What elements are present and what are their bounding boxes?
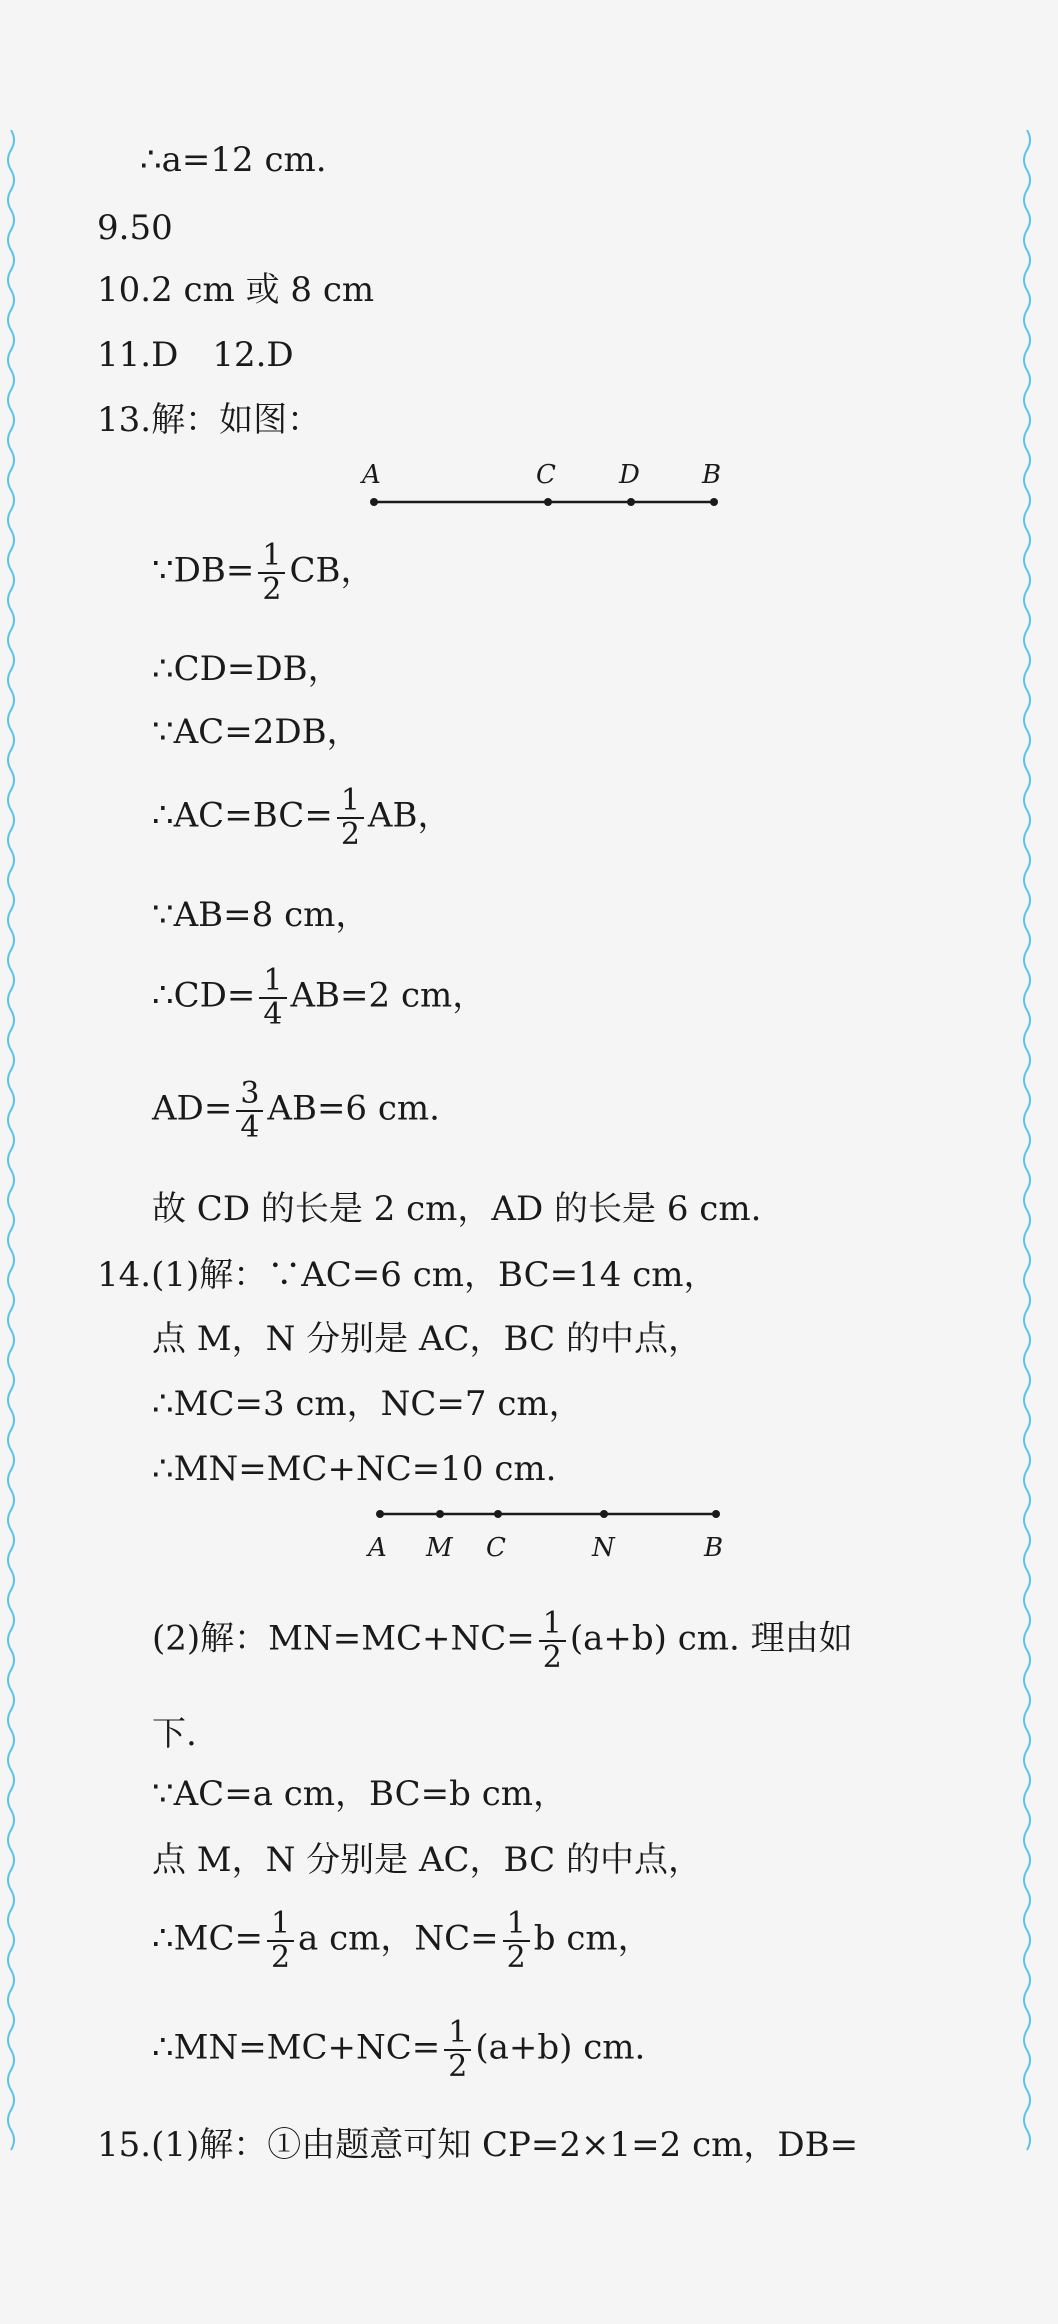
answer-9: 9.50 (97, 208, 173, 248)
step-mc-nc: ∴MC=3 cm，NC=7 cm， (152, 1384, 583, 1424)
point-m-dot (436, 1510, 444, 1518)
answer-10: 10.2 cm 或 8 cm (97, 270, 375, 310)
left-wavy-border (4, 130, 18, 2160)
step-mc-half-a: ∴MC= $\frac{1}{2}$ a cm，NC= $\frac{1}{2}$ b cm， (152, 1906, 652, 1975)
fraction-three-quarters: $\frac{3}{4}$ (236, 1078, 263, 1143)
point-b-dot (710, 498, 718, 506)
fraction-quarter: $\frac{1}{4}$ (259, 965, 286, 1030)
point-c-label: C (536, 460, 556, 490)
point-b-label: B (704, 1533, 724, 1563)
point-n-label: N (592, 1533, 615, 1563)
step-ab-8: ∵AB=8 cm， (152, 895, 370, 935)
point-a-label: A (368, 1533, 387, 1563)
point-d-label: D (619, 460, 640, 490)
point-a-dot (370, 498, 378, 506)
answer-13-heading: 13.解：如图： (97, 400, 322, 440)
point-c-label: C (486, 1533, 506, 1563)
step-ac-a-bc-b: ∵AC=a cm，BC=b cm， (152, 1774, 568, 1814)
step-midpoints-1: 点 M，N 分别是 AC，BC 的中点， (152, 1319, 702, 1359)
answer-15-part1: 15.(1)解：①由题意可知 CP=2×1=2 cm，DB= (97, 2125, 859, 2165)
point-n-dot (600, 1510, 608, 1518)
point-c-dot (544, 498, 552, 506)
step-ad-three-quarters: AD= $\frac{3}{4}$ AB=6 cm. (152, 1076, 440, 1145)
fraction-half: $\frac{1}{2}$ (267, 1908, 294, 1973)
fraction-half: $\frac{1}{2}$ (337, 785, 364, 850)
step-mn-half-a-b: ∴MN=MC+NC= $\frac{1}{2}$ (a+b) cm. (152, 2015, 646, 2084)
point-b-label: B (702, 460, 722, 490)
step-cd-eq-db: ∴CD=DB， (152, 649, 342, 689)
segment-diagram-1 (340, 455, 740, 515)
right-wavy-border (1020, 130, 1034, 2160)
point-m-label: M (426, 1533, 453, 1563)
point-a-label: A (362, 460, 381, 490)
step-ac-bc-half-ab: ∴AC=BC= $\frac{1}{2}$ AB， (152, 783, 452, 852)
answer-14-part2: (2)解：MN=MC+NC= $\frac{1}{2}$ (a+b) cm. 理由如 (152, 1606, 853, 1675)
step-db-half-cb: ∵DB= $\frac{1}{2}$ CB， (152, 538, 375, 607)
segment-diagram-2 (350, 1500, 730, 1570)
step-mn-10: ∴MN=MC+NC=10 cm. (152, 1449, 557, 1489)
fraction-half: $\frac{1}{2}$ (258, 540, 285, 605)
conclusion-13: 故 CD 的长是 2 cm，AD 的长是 6 cm. (152, 1189, 762, 1229)
fraction-half: $\frac{1}{2}$ (444, 2017, 471, 2082)
point-b-dot (712, 1510, 720, 1518)
point-d-dot (627, 498, 635, 506)
continuation-xia: 下. (152, 1714, 197, 1754)
point-c-dot (494, 1510, 502, 1518)
step-midpoints-2: 点 M，N 分别是 AC，BC 的中点， (152, 1840, 702, 1880)
step-ac-2db: ∵AC=2DB， (152, 712, 361, 752)
fraction-half: $\frac{1}{2}$ (503, 1908, 530, 1973)
answer-11-12: 11.D 12.D (97, 335, 294, 375)
point-a-dot (376, 1510, 384, 1518)
fraction-half: $\frac{1}{2}$ (539, 1608, 566, 1673)
answer-line-a: ∴a=12 cm. (140, 140, 327, 180)
answer-14-part1: 14.(1)解：∵AC=6 cm，BC=14 cm， (97, 1255, 718, 1295)
step-cd-quarter-ab: ∴CD= $\frac{1}{4}$ AB=2 cm， (152, 963, 487, 1032)
